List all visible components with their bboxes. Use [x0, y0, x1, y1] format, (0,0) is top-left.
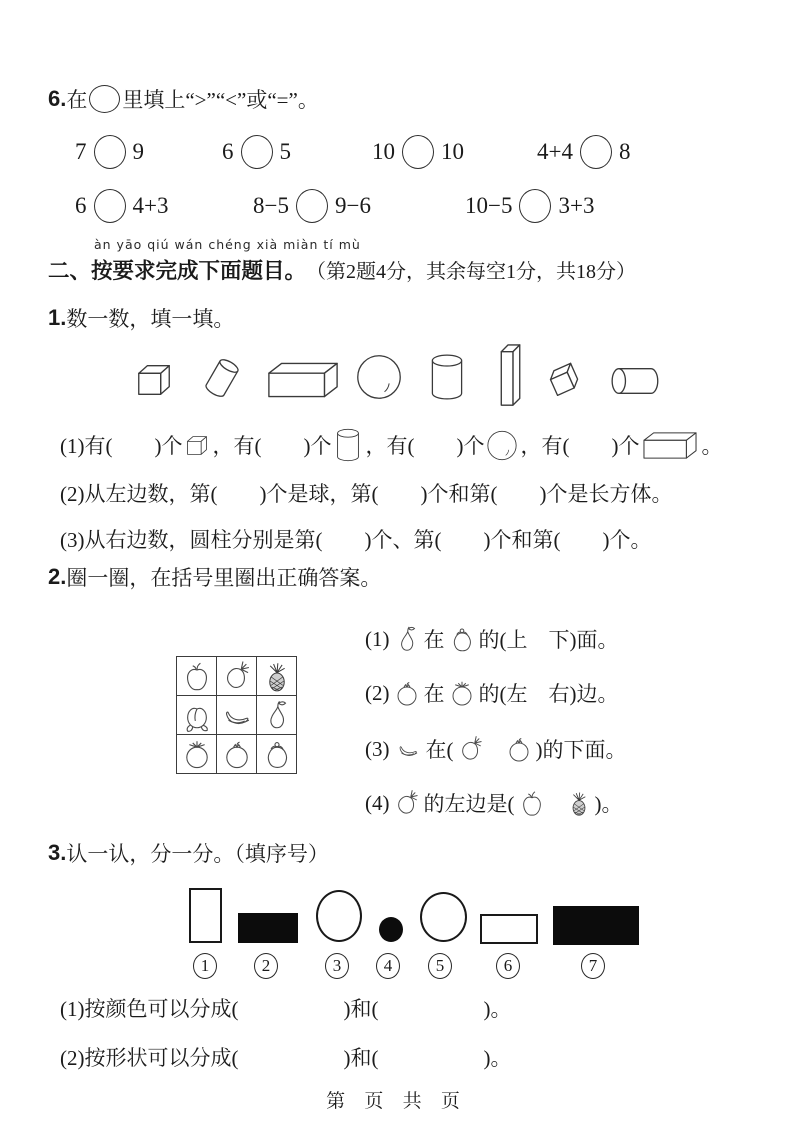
apple-icon — [180, 659, 214, 693]
q1-line1-text: ，有( )个 — [520, 434, 640, 458]
pear-icon — [260, 698, 294, 732]
q3-line2: (2)按形状可以分成( )和( )。 — [60, 1046, 512, 1070]
q3-line1: (1)按颜色可以分成( )和( )。 — [60, 997, 512, 1021]
orange-icon — [392, 678, 422, 708]
q6-number: 6. — [48, 86, 67, 111]
shape-label-4: 4 — [376, 953, 400, 979]
q2-line4-text: 的左边是( — [423, 792, 515, 816]
fruit-cell-banana — [217, 696, 257, 735]
pear-icon — [392, 624, 422, 654]
persimmon-icon — [447, 624, 477, 654]
q2-line3-text: (3) — [365, 736, 390, 761]
right-operand: 5 — [279, 139, 291, 164]
shape-label-7: 7 — [581, 953, 605, 979]
q2-line3 — [365, 726, 627, 772]
fruit-cell-persimmon — [257, 735, 297, 774]
q3-title — [48, 838, 329, 868]
q3-number: 3. — [48, 840, 67, 865]
fruit-cell-orange — [217, 735, 257, 774]
shape-black-large-rectangle — [553, 906, 639, 945]
shape-white-circle — [420, 892, 467, 942]
answer-circle[interactable] — [94, 135, 126, 169]
compare-item — [372, 130, 464, 174]
answer-circle[interactable] — [580, 135, 612, 169]
fruit-grid — [176, 656, 297, 774]
tilted-cube-icon — [542, 356, 590, 402]
fruit-cell-strawberry — [217, 657, 257, 696]
strawberry-icon — [456, 734, 486, 764]
orange-icon — [220, 737, 254, 771]
answer-circle[interactable] — [241, 135, 273, 169]
q1-title — [48, 303, 234, 333]
section-title-note: （第2题4分，其余每空1分，共18分） — [306, 261, 637, 283]
q1-line1-text: ，有( )个 — [365, 434, 485, 458]
shape-white-rectangle — [480, 914, 538, 944]
cube-icon — [184, 433, 210, 458]
orange-icon — [504, 734, 534, 764]
fruit-cell-peach — [177, 696, 217, 735]
answer-circle[interactable] — [296, 189, 328, 223]
shape-label-2: 2 — [254, 953, 278, 979]
q2-line1 — [365, 616, 619, 662]
q2-line1-text: (1) — [365, 626, 390, 651]
q2-number: 2. — [48, 564, 67, 589]
q2-line2-text: 在 — [423, 682, 445, 706]
tomato-icon — [180, 737, 214, 771]
q1-line2: (2)从左边数，第( )个是球，第( )个和第( )个是长方体。 — [60, 482, 673, 506]
left-operand: 4+4 — [537, 139, 573, 164]
q2-line4-text: (4) — [365, 790, 390, 815]
left-operand: 8−5 — [253, 193, 289, 218]
fruit-cell-tomato — [177, 735, 217, 774]
left-operand: 6 — [222, 139, 234, 164]
persimmon-icon — [260, 737, 294, 771]
sphere-icon — [486, 429, 518, 462]
fruit-cell-apple — [177, 657, 217, 696]
apple-icon — [517, 788, 547, 818]
banana-icon — [220, 698, 254, 732]
q1-line1 — [60, 422, 722, 468]
q2-line3-text: )的下面。 — [535, 738, 627, 762]
section-title-bold: 二、按要求完成下面题目。 — [48, 259, 307, 283]
left-operand: 6 — [75, 193, 87, 218]
right-operand: 3+3 — [558, 193, 595, 218]
q6-title — [48, 84, 319, 114]
q2-title — [48, 562, 381, 592]
q2-line2 — [365, 670, 619, 716]
q2-line2-text: 的(左 右)边。 — [478, 682, 619, 706]
shape-black-rectangle — [238, 913, 298, 943]
left-operand: 7 — [75, 139, 87, 164]
shape-label-3: 3 — [325, 953, 349, 979]
q1-line1-text: (1)有( )个 — [60, 434, 183, 458]
compare-item — [253, 184, 371, 228]
q2-line1-text: 的(上 下)面。 — [478, 628, 619, 652]
q1-line3: (3)从右边数，圆柱分别是第( )个、第( )个和第( )个。 — [60, 528, 652, 552]
right-operand: 9−6 — [334, 193, 371, 218]
shape-label-6: 6 — [496, 953, 520, 979]
compare-item — [222, 130, 291, 174]
thin-box-icon — [494, 342, 528, 410]
q2-line1-text: 在 — [423, 628, 445, 652]
tomato-icon — [447, 678, 477, 708]
q1-title-text: 数一数，填一填。 — [66, 307, 235, 331]
shape-label-5: 5 — [428, 953, 452, 979]
answer-circle[interactable] — [94, 189, 126, 223]
strawberry-icon — [220, 659, 254, 693]
q2-line2-text: (2) — [365, 680, 390, 705]
compare-item — [75, 184, 168, 228]
right-operand: 8 — [618, 139, 631, 164]
q6-title-pre: 在 — [66, 88, 88, 112]
cuboid-icon — [265, 358, 341, 402]
q2-line3-text: 在( — [425, 738, 454, 762]
strawberry-icon — [392, 788, 422, 818]
right-operand: 10 — [441, 139, 464, 164]
fruit-cell-pear — [257, 696, 297, 735]
right-operand: 4+3 — [132, 193, 169, 218]
cube-icon — [133, 360, 175, 400]
q1-number: 1. — [48, 305, 67, 330]
section-title — [48, 254, 636, 285]
q2-title-text: 圈一圈，在括号里圈出正确答案。 — [66, 566, 382, 590]
peach-icon — [180, 698, 214, 732]
q1-line1-text: 。 — [701, 434, 723, 458]
q1-line1-text: ，有( )个 — [212, 434, 332, 458]
banana-icon — [392, 736, 424, 762]
right-operand: 9 — [132, 139, 144, 164]
compare-item — [75, 130, 144, 174]
page-footer: 第 页 共 页 — [326, 1091, 467, 1112]
q2-line4 — [365, 780, 623, 826]
tilted-cylinder-icon — [197, 350, 247, 406]
q6-title-post: 里填上“>”“<”或“=”。 — [122, 88, 319, 112]
q3-title-text: 认一认，分一分。（填序号） — [66, 842, 329, 866]
answer-circle[interactable] — [519, 189, 551, 223]
cylinder-icon — [333, 426, 363, 464]
pineapple-icon — [260, 659, 294, 693]
compare-item — [537, 130, 630, 174]
shape-label-1: 1 — [193, 953, 217, 979]
q2-line4-text: )。 — [594, 792, 623, 816]
cylinder-icon — [426, 350, 468, 404]
pineapple-icon — [565, 787, 593, 819]
cuboid-icon — [641, 429, 699, 462]
answer-circle[interactable] — [402, 135, 434, 169]
section-pinyin: àn yāo qiú wán chéng xià miàn tí mù — [94, 237, 361, 252]
compare-item — [465, 184, 594, 228]
left-operand: 10 — [372, 139, 395, 164]
shape-black-small-circle — [379, 917, 403, 942]
left-operand: 10−5 — [465, 193, 513, 218]
side-cylinder-icon — [607, 362, 661, 400]
sphere-icon — [355, 352, 403, 402]
answer-circle[interactable] — [89, 85, 120, 113]
shape-white-tall-rectangle — [189, 888, 222, 943]
shape-white-circle — [316, 890, 362, 942]
fruit-cell-pineapple — [257, 657, 297, 696]
